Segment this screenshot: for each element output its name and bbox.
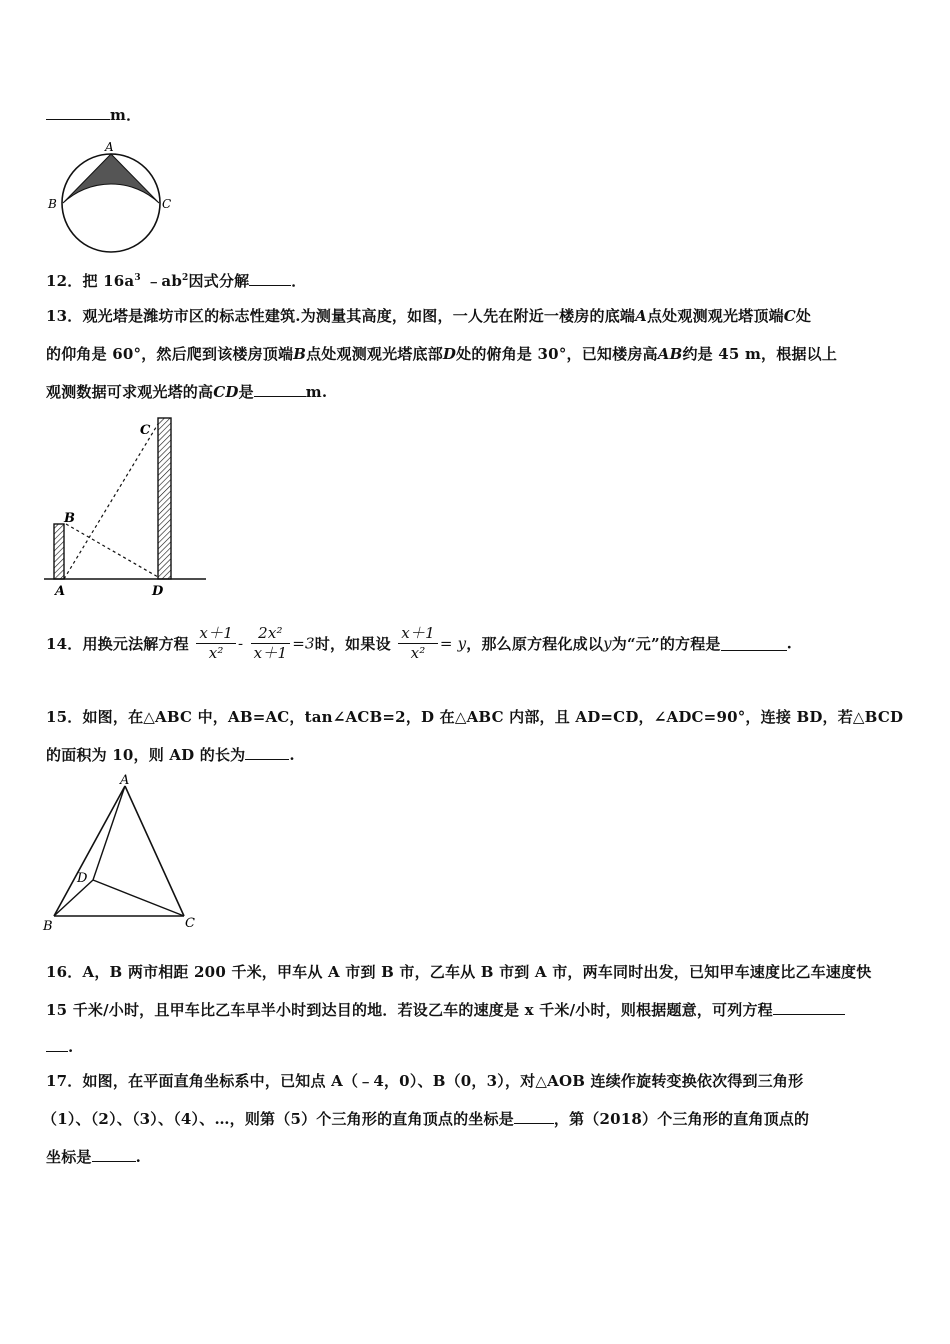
q17-text: 坐标是 [46, 1148, 92, 1166]
label-a: A [55, 584, 66, 599]
q13-text: 约是 45 m，根据以上 [682, 345, 838, 363]
label-b: B [48, 197, 57, 211]
q14-text: 时，如果设 [314, 635, 391, 653]
q12-text-post: 因式分解 [188, 272, 250, 290]
numerator: x＋1 [398, 624, 438, 644]
q16-text: 15 千米/小时，且甲车比乙车早半小时到达目的地．若设乙车的速度是 x 千米/小时，则根据题意，可列方程 [46, 1001, 773, 1019]
question-13-line-1 [46, 305, 811, 326]
answer-blank[interactable] [721, 636, 787, 651]
fraction-1 [196, 624, 236, 663]
q13-text: 点处观测观光塔顶端 [646, 307, 784, 325]
q17-end: . [135, 1148, 142, 1166]
point-d: D [442, 345, 457, 363]
question-number: 15． [46, 708, 83, 726]
denominator: x² [208, 644, 224, 662]
segment-ab: AB [657, 345, 683, 363]
label-d: D [152, 584, 164, 599]
q14-text: ，那么原方程化成以 [466, 635, 604, 653]
question-17-line-1 [46, 1070, 803, 1091]
denominator: x² [410, 644, 426, 662]
question-12 [46, 270, 307, 291]
q13-text: 处 [795, 307, 812, 325]
question-number: 13． [46, 307, 83, 325]
answer-blank[interactable] [249, 271, 291, 286]
question-13-line-3 [46, 381, 327, 402]
variable-y: y [603, 634, 612, 653]
question-17-line-2 [42, 1108, 809, 1129]
fraction-2 [251, 624, 291, 663]
question-17-line-3 [46, 1146, 141, 1167]
tower-figure [40, 412, 215, 602]
label-b: B [64, 511, 75, 526]
q15-end: . [289, 746, 295, 764]
question-13-line-2 [46, 343, 837, 364]
q15-text: 的面积为 10，则 AD 的长为 [46, 746, 246, 764]
q13-text: 观光塔是潍坊市区的标志性建筑.为测量其高度，如图，一人先在附近一楼房的底端 [82, 307, 636, 325]
triangle-figure [40, 770, 210, 935]
q13-text: 观测数据可求观光塔的高 [46, 383, 214, 401]
question-16-line-2 [46, 999, 845, 1020]
answer-blank[interactable] [92, 1147, 136, 1162]
q13-text: 的仰角是 60°，然后爬到该楼房顶端 [46, 345, 294, 363]
exponent: 2 [182, 273, 189, 283]
q13-text: 处的俯角是 30°，已知楼房高 [456, 345, 658, 363]
q16-end: . [68, 1038, 74, 1056]
unit-text: m． [110, 106, 142, 124]
exponent: 3 [134, 273, 141, 283]
q15-text: 如图，在△ABC 中，AB=AC，tan∠ACB=2，D 在△ABC 内部，且 AD=CD，∠ADC=90°，连接 BD，若△BCD [82, 708, 904, 726]
q17-text: （1）、（2）、（3）、（4）、…，则第（5）个三角形的直角顶点的坐标是 [42, 1110, 514, 1128]
segment-ad [93, 786, 125, 880]
question-16-line-1 [46, 961, 871, 982]
question-15-line-2 [46, 744, 295, 765]
label-a: A [120, 773, 130, 788]
question-number: 12． [46, 272, 83, 290]
fraction-3 [398, 624, 438, 663]
question-number: 17． [46, 1072, 83, 1090]
q13-text: 点处观测观光塔底部 [306, 345, 443, 363]
sightline-a-to-c [64, 424, 158, 579]
point-a: A [635, 307, 647, 325]
question-16-line-3 [46, 1037, 73, 1056]
equals-three: =3 [292, 634, 315, 653]
answer-blank[interactable] [514, 1109, 554, 1124]
shaded-sector [63, 154, 159, 203]
q12-text-mid: ﹣ab [140, 272, 183, 290]
q12-text-pre: 把 16a [82, 272, 135, 290]
answer-blank[interactable] [254, 382, 306, 397]
q17-text: ，第（2018）个三角形的直角顶点的 [553, 1110, 810, 1128]
numerator: x＋1 [196, 624, 236, 644]
building [54, 524, 64, 579]
q17-text: 如图，在平面直角坐标系中，已知点 A（﹣4，0）、B（0，3），对△AOB 连续作旋转变换依次得到三角形 [82, 1072, 804, 1090]
q11-answer-line [46, 104, 141, 125]
q12-end: ． [291, 272, 307, 290]
label-c: C [140, 423, 151, 438]
q16-text: A，B 两市相距 200 千米，甲车从 A 市到 B 市，乙车从 B 市到 A 市，两车同时出发，已知甲车速度比乙车速度快 [82, 963, 872, 981]
tower [158, 418, 171, 579]
answer-blank[interactable] [245, 745, 289, 760]
q13-text: 是 [238, 383, 254, 401]
point-b: B [293, 345, 307, 363]
q14-end: . [786, 634, 793, 653]
minus-sign: - [237, 634, 244, 653]
label-c: C [162, 197, 172, 211]
answer-blank[interactable] [46, 105, 110, 120]
q14-text: 用换元法解方程 [82, 635, 189, 653]
answer-blank-continued[interactable] [46, 1037, 68, 1052]
denominator: x＋1 [253, 644, 288, 662]
q13-end: m. [305, 383, 328, 401]
answer-blank[interactable] [773, 1000, 845, 1015]
question-number: 16． [46, 963, 83, 981]
label-c: C [185, 916, 195, 931]
circle-sector-figure [44, 136, 184, 256]
side-ab [54, 786, 125, 916]
label-a: A [105, 140, 114, 154]
question-14 [46, 624, 792, 663]
sightline-b-to-d [66, 524, 158, 577]
label-b: B [43, 919, 53, 934]
q14-text: 为“元”的方程是 [611, 635, 721, 653]
point-c: C [783, 307, 796, 325]
label-d: D [77, 871, 88, 886]
segment-cd: CD [213, 383, 239, 401]
equals-y: = y [439, 634, 467, 653]
question-number: 14． [46, 635, 83, 653]
question-15-line-1 [46, 706, 903, 727]
numerator: 2x² [251, 624, 291, 644]
